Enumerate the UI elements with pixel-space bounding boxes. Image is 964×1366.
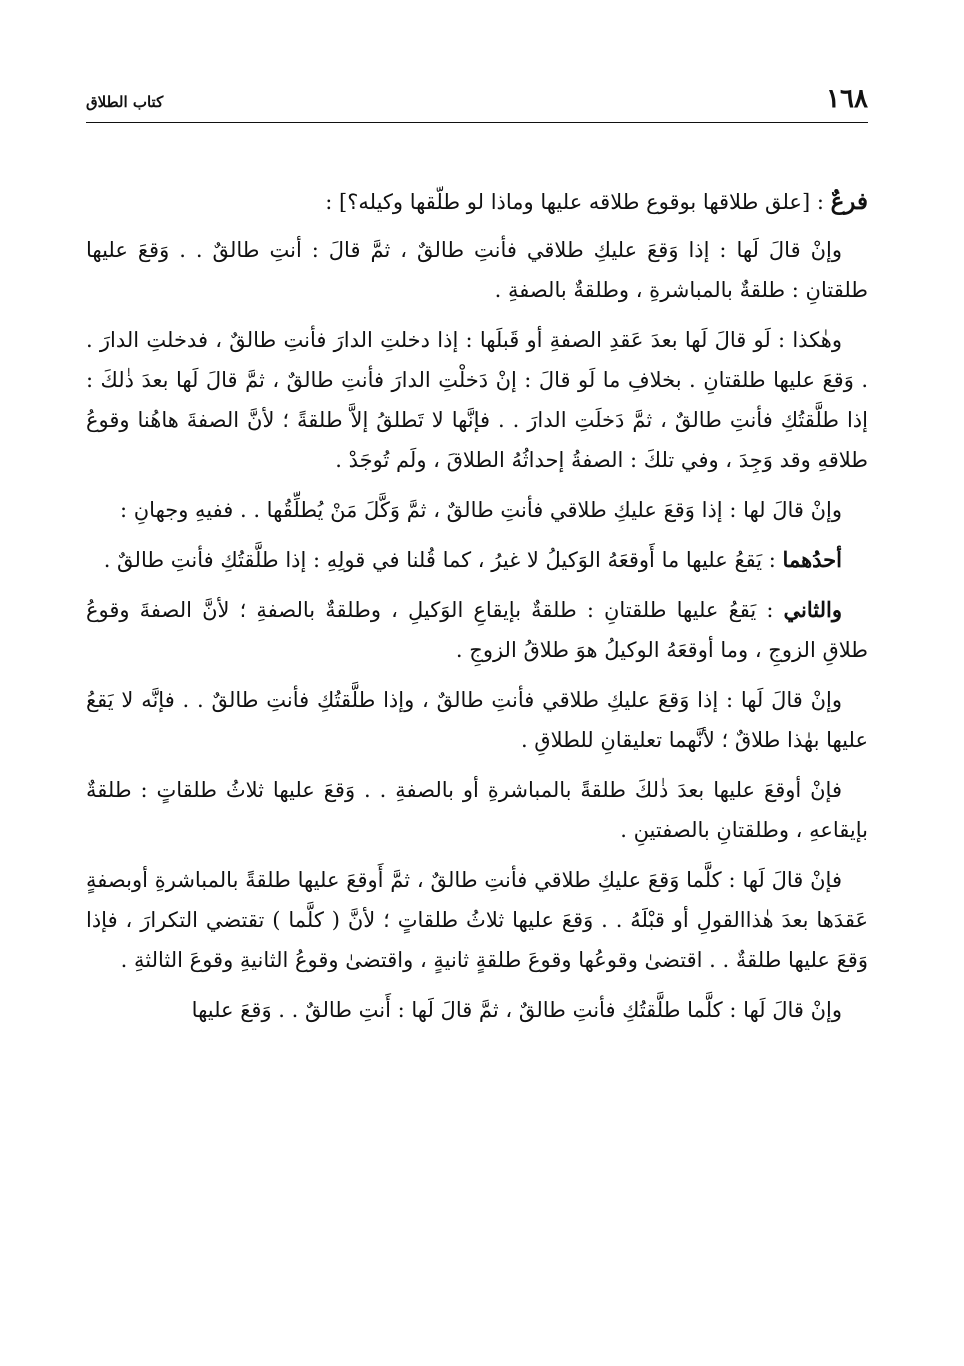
paragraph: وإنْ قالَ لَها : إذا وَقعَ عليكِ طلاقي فأنتِ طالقٌ ، وإذا طلَّقتُكِ فأنتِ طالقٌ . . فإنَّه لا يَقعُ عليها بهٰذا طلاقٌ ؛ لأنَّهما تعليقانِ للطلاقِ . [86,688,868,752]
section-heading [86,182,868,222]
main-text [86,182,868,1040]
paragraph: وإنْ قالَ لَها : كلَّما طلَّقتُكِ فأنتِ طالقٌ ، ثمَّ قالَ لَها : أَنتِ طالقٌ . . وَقعَ عليها [191,998,842,1022]
page-number: ١٦٨ [826,84,868,114]
second-opinion-label: والثاني [783,597,842,622]
first-opinion-text: : يَقعُ عليها ما أَوقعَهُ الوَكيلُ لا غيرُ ، كما قُلنا في قولِهِ : إذا طلَّقتُكِ فأنتِ طالقٌ . [103,548,783,572]
first-opinion-label: أحدُهما [782,547,842,572]
first-opinion-paragraph [86,540,868,580]
paragraph: وهٰكذا : لَو قالَ لَها بعدَ عَقدِ الصفةِ أو قَبلَها : إذا دخلتِ الدارَ فأنتِ طالقٌ ، فدخلتِ الدارَ . . وَقعَ عليها طلقتانِ . بخلافِ ما لَو قالَ : إنْ دَخلْتِ الدارَ فأنتِ طالقٌ ، ثمَّ قالَ لَها بعدَ ذٰلكَ : إذا طلَّقتُكِ فأنتِ طالقٌ ، ثمَّ دَخلَتِ الدارَ . . فإنَّها لا تَطلقُ إلاَّ طلقةً ؛ لأنَّ الصفةَ هاهُنا وقوعُ طلاقهِ وقد وَجِدَ ، وفي تلكَ : الصفةُ إحداثُهُ الطلاقَ ، ولَم تُوجَدْ . [86,328,868,472]
book-title: كتاب الطلاق [86,93,164,111]
second-opinion-paragraph [86,590,868,670]
paragraph: وإنْ قالَ لها : إذا وَقعَ عليكِ طلاقي فأنتِ طالقٌ ، ثمَّ وَكَّلَ مَنْ يُطلِّقُها . . ففيهِ وجهانِ : [120,498,842,522]
section-title: : [علق طلاقها بوقوع طلاقه عليها وماذا لو طلّقها وكيله؟] : [325,190,831,214]
paragraph: وإنْ قالَ لَها : إذا وَقعَ عليكِ طلاقي فأنتِ طالقٌ ، ثمَّ قالَ : أنتِ طالقٌ . . وَقعَ عليها طلقتانِ : طلقةٌ بالمباشرةِ ، وطلقةٌ بالصفةِ . [86,238,868,302]
section-label: فرعٌ [830,188,868,215]
paragraph: فإنْ أوقعَ عليها بعدَ ذٰلكَ طلقةً بالمباشرةِ أو بالصفةِ . . وَقعَ عليها ثلاثُ طلقاتٍ : طلقةٌ بإيقاعهِ ، وطلقتانِ بالصفتينِ . [86,778,868,842]
paragraph: فإنْ قالَ لَها : كلَّما وَقعَ عليكِ طلاقي فأنتِ طالقٌ ، ثمَّ أَوقعَ عليها طلقةً بالمباشرةِ أوبصفةٍ عَقدَها بعدَ هٰذاالقولِ أو قبْلَهُ . . وَقعَ عليها ثلاثُ طلقاتٍ ؛ لأنَّ ( كلَّما ) تقتضي التكرارَ ، فإذا وَقعَ عليها طلقةٌ . . اقتضىٰ وقوعُها وقوعَ طلقةٍ ثانيةٍ ، واقتضىٰ وقوعُ الثانيةِ وقوعَ الثالثةِ . [86,868,868,972]
second-opinion-text: : يَقعُ عليها طلقتانِ : طلقةٌ بإيقاعِ الوَكيلِ ، وطلقةٌ بالصفةِ ؛ لأنَّ الصفةَ وقوعُ طلاقِ الزوجِ ، وما أوقعَهُ الوكيلُ هوَ طلاقُ الزوجِ . [86,598,868,662]
running-header [86,84,868,123]
